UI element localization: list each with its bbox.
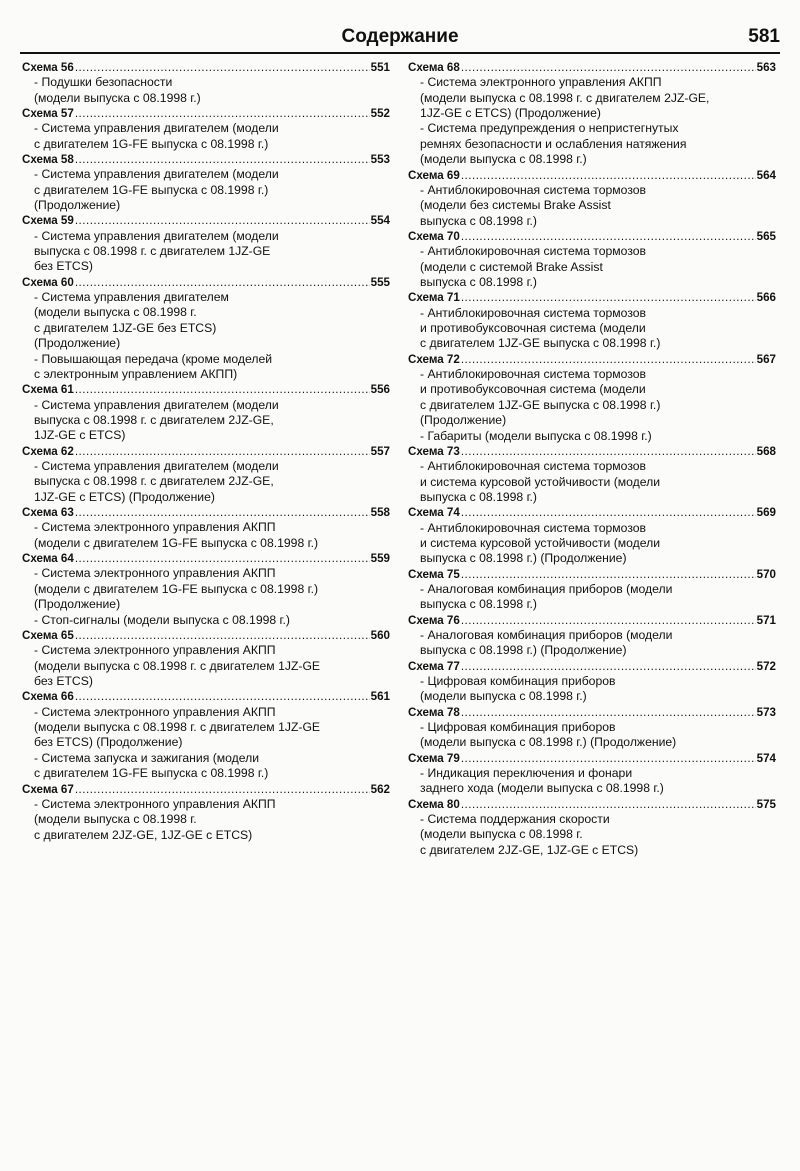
toc-entry-page: 555 bbox=[370, 275, 390, 289]
toc-entry-page: 568 bbox=[756, 445, 776, 459]
toc-entry-heading bbox=[22, 628, 390, 643]
dot-leader bbox=[75, 689, 370, 704]
toc-entry-heading bbox=[408, 705, 776, 720]
description-line: - Цифровая комбинация приборов bbox=[420, 720, 616, 735]
description-line: и система курсовой устойчивости (модели bbox=[420, 536, 661, 551]
toc-entry bbox=[22, 628, 390, 689]
description-line: (модели без системы Brake Assist bbox=[420, 198, 611, 213]
toc-entry-heading bbox=[408, 60, 776, 75]
description-line: - Антиблокировочная система тормозов bbox=[420, 520, 647, 535]
description-line: - Подушки безопасности bbox=[34, 75, 173, 90]
toc-entry bbox=[408, 705, 776, 751]
description-line: выпуска с 08.1998 г.) bbox=[420, 213, 537, 228]
toc-entry-description bbox=[34, 566, 390, 628]
toc-entry bbox=[22, 505, 390, 551]
description-line: - Система управления двигателем (модели bbox=[34, 459, 279, 474]
description-line: (модели выпуска с 08.1998 г.) bbox=[420, 152, 587, 167]
description-line: (модели выпуска с 08.1998 г. bbox=[34, 812, 197, 827]
description-line: без ETCS) (Продолжение) bbox=[34, 735, 183, 750]
toc-entry-page: 563 bbox=[756, 61, 776, 74]
toc-entry-name: Схема 80 bbox=[408, 797, 460, 811]
toc-entry-page: 575 bbox=[756, 797, 776, 811]
toc-entry-page: 571 bbox=[756, 613, 776, 627]
toc-entry-name: Схема 70 bbox=[408, 230, 460, 244]
dot-leader bbox=[75, 275, 370, 290]
toc-entry bbox=[22, 60, 390, 106]
toc-entry-name: Схема 77 bbox=[408, 659, 460, 673]
toc-entry-name: Схема 79 bbox=[408, 751, 460, 765]
toc-entry-page: 556 bbox=[370, 383, 390, 397]
dot-leader bbox=[461, 352, 756, 367]
toc-entry-description bbox=[34, 520, 390, 551]
toc-entry-name: Схема 58 bbox=[22, 153, 74, 166]
toc-entry-description bbox=[34, 398, 390, 444]
toc-right-column bbox=[408, 60, 776, 858]
toc-entry-name: Схема 69 bbox=[408, 168, 460, 182]
toc-entry bbox=[408, 444, 776, 505]
description-line: - Система управления двигателем (модели bbox=[34, 167, 279, 182]
dot-leader bbox=[75, 444, 370, 459]
description-line: (модели выпуска с 08.1998 г. с двигателем 1JZ-GE bbox=[34, 658, 321, 673]
description-line: - Антиблокировочная система тормозов bbox=[420, 182, 647, 197]
toc-entry-heading bbox=[22, 152, 390, 167]
toc-entry-description bbox=[34, 797, 390, 843]
description-line: (модели с двигателем 1G-FE выпуска с 08.1998 г.) bbox=[34, 581, 319, 596]
toc-entry-page: 572 bbox=[756, 659, 776, 673]
toc-entry-description bbox=[420, 75, 776, 167]
toc-entry-heading bbox=[22, 689, 390, 704]
description-line: - Габариты (модели выпуска с 08.1998 г.) bbox=[420, 428, 652, 443]
toc-entry-description bbox=[34, 167, 390, 213]
description-line: - Система электронного управления АКПП bbox=[34, 796, 276, 811]
description-line: с двигателем 1JZ-GE без ETCS) bbox=[34, 320, 217, 335]
toc-entry-page: 566 bbox=[756, 291, 776, 305]
toc-entry-name: Схема 71 bbox=[408, 291, 460, 305]
toc-entry bbox=[22, 782, 390, 843]
description-line: с двигателем 2JZ-GE, 1JZ-GE с ETCS) bbox=[34, 827, 253, 842]
dot-leader bbox=[75, 551, 370, 566]
description-line: с двигателем 1JZ-GE выпуска с 08.1998 г.) bbox=[420, 397, 661, 412]
dot-leader bbox=[75, 60, 370, 75]
toc-entry bbox=[408, 229, 776, 290]
toc-entry-name: Схема 68 bbox=[408, 61, 460, 74]
dot-leader bbox=[461, 60, 756, 75]
description-line: заднего хода (модели выпуска с 08.1998 г.) bbox=[420, 781, 664, 796]
toc-entry-page: 569 bbox=[756, 506, 776, 520]
dot-leader bbox=[461, 705, 756, 720]
toc-entry-description bbox=[420, 674, 776, 705]
toc-entry-name: Схема 61 bbox=[22, 383, 74, 397]
dot-leader bbox=[75, 628, 370, 643]
dot-leader bbox=[75, 213, 370, 228]
toc-entry-name: Схема 73 bbox=[408, 445, 460, 459]
description-line: - Система управления двигателем (модели bbox=[34, 397, 279, 412]
toc-entry bbox=[22, 689, 390, 781]
description-line: - Аналоговая комбинация приборов (модели bbox=[420, 628, 673, 643]
toc-entry-name: Схема 60 bbox=[22, 275, 74, 289]
toc-entry-heading bbox=[408, 444, 776, 459]
description-line: (Продолжение) bbox=[34, 336, 121, 351]
toc-entry-name: Схема 56 bbox=[22, 61, 74, 74]
toc-entry bbox=[408, 797, 776, 858]
description-line: - Система электронного управления АКПП bbox=[34, 704, 276, 719]
description-line: (модели с двигателем 1G-FE выпуска с 08.1998 г.) bbox=[34, 535, 319, 550]
toc-entry-name: Схема 62 bbox=[22, 444, 74, 458]
toc-entry-name: Схема 67 bbox=[22, 782, 74, 796]
toc-entry bbox=[22, 106, 390, 152]
toc-entry bbox=[22, 213, 390, 274]
description-line: (модели выпуска с 08.1998 г. bbox=[34, 305, 197, 320]
dot-leader bbox=[461, 567, 756, 582]
page-title: Содержание bbox=[341, 26, 459, 47]
toc-entry bbox=[408, 505, 776, 566]
toc-entry-heading bbox=[22, 213, 390, 228]
description-line: выпуска с 08.1998 г.) bbox=[420, 490, 537, 505]
description-line: выпуска с 08.1998 г. с двигателем 2JZ-GE, bbox=[34, 474, 274, 489]
description-line: выпуска с 08.1998 г. с двигателем 1JZ-GE bbox=[34, 244, 271, 258]
toc-entry-description bbox=[34, 290, 390, 382]
toc-entry-page: 560 bbox=[370, 629, 390, 643]
description-line: - Индикация переключения и фонари bbox=[420, 766, 633, 781]
toc-entry bbox=[408, 751, 776, 797]
description-line: с двигателем 1G-FE выпуска с 08.1998 г.) bbox=[34, 136, 269, 151]
toc-entry-heading bbox=[22, 444, 390, 459]
description-line: - Система запуска и зажигания (модели bbox=[34, 750, 260, 765]
description-line: - Антиблокировочная система тормозов bbox=[420, 244, 647, 259]
description-line: (модели с системой Brake Assist bbox=[420, 259, 603, 274]
description-line: - Антиблокировочная система тормозов bbox=[420, 459, 647, 474]
description-line: с двигателем 2JZ-GE, 1JZ-GE с ETCS) bbox=[420, 842, 639, 857]
toc-entry-description bbox=[420, 812, 776, 858]
description-line: - Цифровая комбинация приборов bbox=[420, 674, 616, 689]
toc-entry-heading bbox=[408, 290, 776, 305]
dot-leader bbox=[461, 444, 756, 459]
toc-entry-page: 570 bbox=[756, 567, 776, 581]
toc-entry-page: 561 bbox=[370, 690, 390, 704]
dot-leader bbox=[461, 290, 756, 305]
toc-entry-name: Схема 57 bbox=[22, 107, 74, 120]
toc-entry-page: 552 bbox=[370, 107, 390, 120]
description-line: - Повышающая передача (кроме моделей bbox=[34, 351, 273, 366]
toc-entry-heading bbox=[22, 60, 390, 75]
toc-entry-heading bbox=[22, 382, 390, 397]
toc-entry-description bbox=[420, 628, 776, 659]
toc-entry bbox=[408, 352, 776, 444]
dot-leader bbox=[75, 106, 370, 121]
toc-entry bbox=[22, 444, 390, 505]
toc-entry bbox=[22, 382, 390, 443]
description-line: (модели выпуска с 08.1998 г.) bbox=[34, 90, 201, 105]
toc-entry-name: Схема 63 bbox=[22, 506, 74, 520]
dot-leader bbox=[75, 782, 370, 797]
toc-entry-name: Схема 59 bbox=[22, 214, 74, 228]
description-line: - Система электронного управления АКПП bbox=[34, 643, 276, 658]
dot-leader bbox=[75, 152, 370, 167]
toc-entry bbox=[22, 551, 390, 628]
description-line: (модели выпуска с 08.1998 г.) bbox=[420, 689, 587, 704]
toc-entry-heading bbox=[22, 551, 390, 566]
toc-entry bbox=[408, 567, 776, 613]
toc-entry-heading bbox=[408, 229, 776, 244]
toc-entry-description bbox=[420, 244, 776, 290]
toc-entry-heading bbox=[408, 168, 776, 183]
description-line: - Система управления двигателем (модели bbox=[34, 121, 279, 136]
description-line: - Система предупреждения о непристегнутых bbox=[420, 121, 679, 136]
description-line: выпуска с 08.1998 г. с двигателем 2JZ-GE, bbox=[34, 413, 274, 428]
toc-entry-name: Схема 78 bbox=[408, 705, 460, 719]
description-line: и система курсовой устойчивости (модели bbox=[420, 474, 661, 489]
toc-entry-name: Схема 64 bbox=[22, 552, 74, 566]
description-line: 1JZ-GE с ETCS) (Продолжение) bbox=[34, 489, 215, 504]
toc-entry bbox=[408, 613, 776, 659]
toc-entry-page: 573 bbox=[756, 705, 776, 719]
description-line: (Продолжение) bbox=[34, 597, 121, 612]
toc-entry-name: Схема 76 bbox=[408, 613, 460, 627]
toc-entry bbox=[408, 60, 776, 168]
toc-entry-description bbox=[420, 521, 776, 567]
description-line: - Антиблокировочная система тормозов bbox=[420, 305, 647, 320]
description-line: - Аналоговая комбинация приборов (модели bbox=[420, 582, 673, 597]
description-line: - Система управления двигателем bbox=[34, 290, 229, 304]
dot-leader bbox=[461, 229, 756, 244]
toc-entry-page: 574 bbox=[756, 751, 776, 765]
dot-leader bbox=[75, 382, 370, 397]
toc-entry bbox=[22, 275, 390, 383]
toc-entry-page: 558 bbox=[370, 506, 390, 520]
toc-entry bbox=[408, 659, 776, 705]
toc-entry-heading bbox=[22, 505, 390, 520]
toc-entry-name: Схема 66 bbox=[22, 690, 74, 704]
dot-leader bbox=[461, 613, 756, 628]
toc-entry-description bbox=[34, 121, 390, 152]
description-line: без ETCS) bbox=[34, 674, 93, 689]
toc-entry-name: Схема 75 bbox=[408, 567, 460, 581]
description-line: (модели выпуска с 08.1998 г. с двигателем 1JZ-GE bbox=[34, 720, 321, 735]
description-line: выпуска с 08.1998 г.) (Продолжение) bbox=[420, 643, 627, 658]
dot-leader bbox=[461, 505, 756, 520]
description-line: (модели выпуска с 08.1998 г. с двигателем 2JZ-GE, bbox=[420, 90, 710, 105]
description-line: (модели выпуска с 08.1998 г.) (Продолжение) bbox=[420, 735, 677, 750]
toc-entry-description bbox=[420, 306, 776, 352]
description-line: и противобуксовочная система (модели bbox=[420, 321, 646, 336]
toc-entry-heading bbox=[22, 782, 390, 797]
dot-leader bbox=[461, 659, 756, 674]
toc-entry-heading bbox=[408, 797, 776, 812]
description-line: с двигателем 1G-FE выпуска с 08.1998 г.) bbox=[34, 766, 269, 781]
description-line: - Система поддержания скорости bbox=[420, 812, 610, 827]
toc-entry-page: 559 bbox=[370, 552, 390, 566]
page-number: 581 bbox=[748, 26, 780, 47]
description-line: - Система электронного управления АКПП bbox=[34, 520, 276, 535]
toc-entry-page: 554 bbox=[370, 214, 390, 228]
description-line: ремнях безопасности и ослабления натяжения bbox=[420, 136, 687, 151]
toc-entry bbox=[22, 152, 390, 213]
toc-entry-heading bbox=[408, 751, 776, 766]
description-line: 1JZ-GE с ETCS) (Продолжение) bbox=[420, 106, 601, 120]
toc-entry-description bbox=[420, 459, 776, 505]
description-line: - Система электронного управления АКПП bbox=[420, 75, 662, 90]
description-line: выпуска с 08.1998 г.) (Продолжение) bbox=[420, 551, 627, 566]
toc-entry-description bbox=[34, 705, 390, 782]
toc-entry-description bbox=[420, 720, 776, 751]
description-line: (модели выпуска с 08.1998 г. bbox=[420, 827, 583, 842]
dot-leader bbox=[461, 797, 756, 812]
toc-entry-name: Схема 74 bbox=[408, 506, 460, 520]
dot-leader bbox=[75, 505, 370, 520]
toc-entry-description bbox=[34, 75, 390, 106]
toc-entry-heading bbox=[408, 613, 776, 628]
description-line: с электронным управлением АКПП) bbox=[34, 367, 238, 382]
toc-entry-page: 551 bbox=[370, 61, 390, 74]
description-line: - Система управления двигателем (модели bbox=[34, 228, 279, 243]
toc-left-column bbox=[22, 60, 390, 843]
toc-entry-heading bbox=[408, 567, 776, 582]
toc-entry-heading bbox=[22, 275, 390, 290]
toc-entry-name: Схема 72 bbox=[408, 352, 460, 366]
description-line: выпуска с 08.1998 г.) bbox=[420, 597, 537, 612]
toc-entry-page: 567 bbox=[756, 352, 776, 366]
description-line: (Продолжение) bbox=[34, 198, 121, 212]
toc-entry-page: 562 bbox=[370, 782, 390, 796]
description-line: (Продолжение) bbox=[420, 413, 507, 428]
toc-entry-page: 564 bbox=[756, 168, 776, 182]
description-line: и противобуксовочная система (модели bbox=[420, 382, 646, 397]
description-line: без ETCS) bbox=[34, 259, 93, 274]
toc-entry-heading bbox=[408, 352, 776, 367]
toc-entry-name: Схема 65 bbox=[22, 629, 74, 643]
toc-entry-description bbox=[420, 367, 776, 444]
dot-leader bbox=[461, 168, 756, 183]
toc-entry-description bbox=[420, 183, 776, 229]
description-line: с двигателем 1JZ-GE выпуска с 08.1998 г.) bbox=[420, 336, 661, 351]
toc-entry-heading bbox=[408, 659, 776, 674]
description-line: - Система электронного управления АКПП bbox=[34, 566, 276, 581]
toc-entry bbox=[408, 290, 776, 351]
toc-entry-description bbox=[34, 459, 390, 505]
description-line: - Стоп-сигналы (модели выпуска с 08.1998 г.) bbox=[34, 612, 290, 627]
toc-entry-heading bbox=[408, 505, 776, 520]
description-line: с двигателем 1G-FE выпуска с 08.1998 г.) bbox=[34, 182, 269, 197]
toc-entry-page: 565 bbox=[756, 230, 776, 244]
toc-entry bbox=[408, 168, 776, 229]
description-line: - Антиблокировочная система тормозов bbox=[420, 367, 647, 382]
toc-entry-description bbox=[34, 643, 390, 689]
description-line: выпуска с 08.1998 г.) bbox=[420, 275, 537, 290]
toc-entry-page: 557 bbox=[370, 444, 390, 458]
page-header bbox=[20, 22, 780, 54]
description-line: 1JZ-GE с ETCS) bbox=[34, 428, 126, 443]
toc-entry-description bbox=[34, 229, 390, 275]
toc-entry-heading bbox=[22, 106, 390, 121]
toc-entry-page: 553 bbox=[370, 153, 390, 166]
toc-entry-description bbox=[420, 582, 776, 613]
dot-leader bbox=[461, 751, 756, 766]
toc-entry-description bbox=[420, 766, 776, 797]
